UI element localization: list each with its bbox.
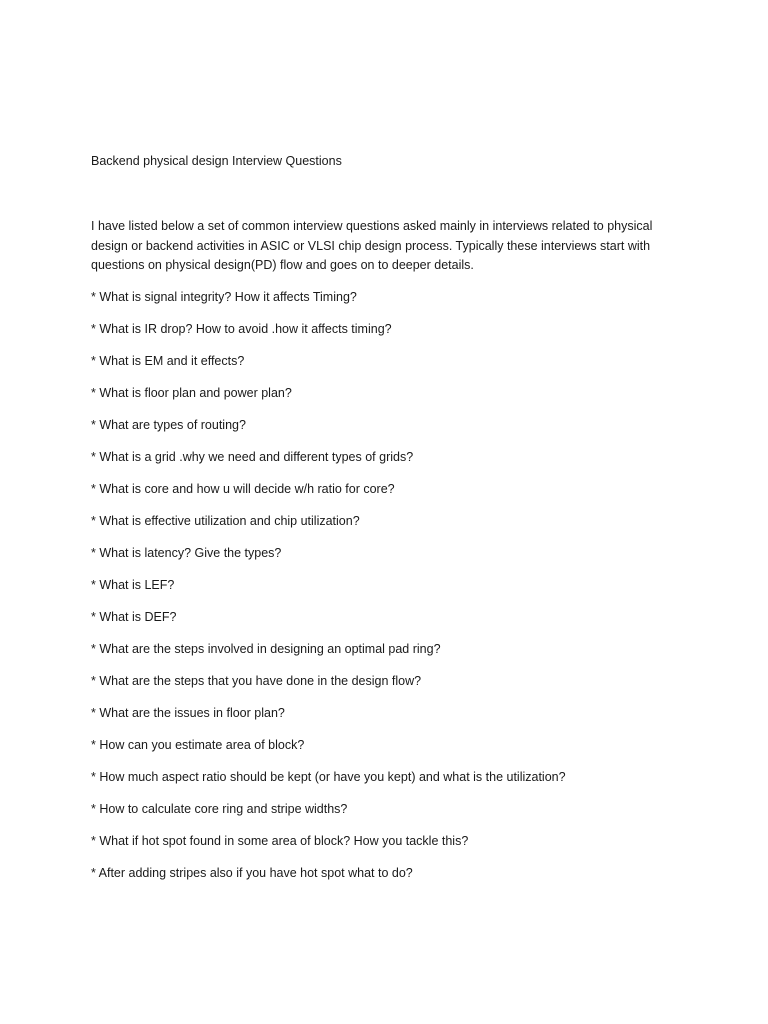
question-item: * What is a grid .why we need and different types of grids? bbox=[91, 449, 414, 464]
question-item: * What is core and how u will decide w/h ratio for core? bbox=[91, 481, 395, 496]
intro-paragraph: I have listed below a set of common interview questions asked mainly in interviews related to physical design or backend activities in ASIC or VLSI chip design process. Typically these interviews start with questions on physical design(PD) flow and goes on to deeper details. bbox=[91, 219, 653, 272]
question-item: * How much aspect ratio should be kept (or have you kept) and what is the utilization? bbox=[91, 769, 566, 784]
question-item: * What is EM and it effects? bbox=[91, 353, 245, 368]
question-item: * What is floor plan and power plan? bbox=[91, 385, 292, 400]
question-item: * What if hot spot found in some area of block? How you tackle this? bbox=[91, 833, 469, 848]
question-item: * What is IR drop? How to avoid .how it affects timing? bbox=[91, 321, 392, 336]
question-item: * After adding stripes also if you have hot spot what to do? bbox=[91, 865, 413, 880]
question-list bbox=[91, 288, 691, 896]
question-item: * What is latency? Give the types? bbox=[91, 545, 282, 560]
question-item: * What is effective utilization and chip utilization? bbox=[91, 513, 360, 528]
question-item: * What is LEF? bbox=[91, 577, 175, 592]
question-item: * What are the steps involved in designing an optimal pad ring? bbox=[91, 641, 441, 656]
question-item: * What are the steps that you have done in the design flow? bbox=[91, 673, 422, 688]
document-title: Backend physical design Interview Questions bbox=[91, 154, 342, 168]
question-item: * What are the issues in floor plan? bbox=[91, 705, 285, 720]
document-page bbox=[91, 152, 691, 896]
question-item: * How can you estimate area of block? bbox=[91, 737, 305, 752]
question-item: * How to calculate core ring and stripe widths? bbox=[91, 801, 348, 816]
question-item: * What are types of routing? bbox=[91, 417, 246, 432]
question-item: * What is DEF? bbox=[91, 609, 177, 624]
question-item: * What is signal integrity? How it affects Timing? bbox=[91, 289, 357, 304]
